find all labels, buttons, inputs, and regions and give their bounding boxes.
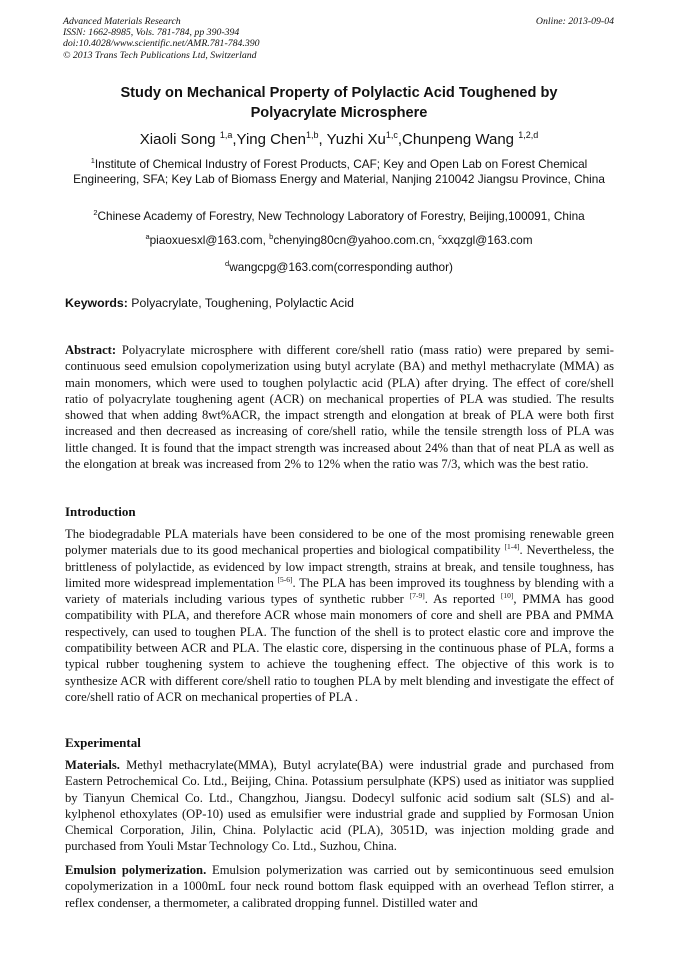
affiliation-2 (62, 205, 616, 224)
title-line-1: Study on Mechanical Property of Polylactic Acid Toughened by (120, 85, 558, 101)
intro-text: . Nevertheless, the brittleness of polylactide, as evidenced by low impact strength, strains at break, and tensile toughness, has limited more widespread implementation (65, 543, 614, 590)
title-line-2: Polyacrylate Microsphere (250, 105, 428, 121)
experimental-heading: Experimental (65, 735, 141, 750)
copyright-line: © 2013 Trans Tech Publications Ltd, Switzerland (63, 49, 257, 61)
affil-text: Chinese Academy of Forestry, New Technology Laboratory of Forestry, Beijing,100091, China (97, 208, 585, 223)
introduction-text (65, 526, 614, 705)
abstract-label: Abstract: (65, 343, 117, 357)
issn-line: ISSN: 1662-8985, Vols. 781-784, pp 390-394 (63, 27, 240, 39)
author-affil-sup: 1,c (385, 130, 398, 140)
intro-text: . As reported (424, 592, 501, 607)
keywords-label: Keywords: (65, 296, 128, 310)
affil-text: Institute of Chemical Industry of Forest Products, CAF; Key and Open Lab on Forest Chemical Engineering, SFA; Key Lab of Biomass Energy and Material, Nanjing 210042 Jiangsu Province, China (73, 156, 605, 186)
keywords-text: Polyacrylate, Toughening, Polylactic Acid (127, 296, 354, 310)
author-name: , Yuzhi Xu (318, 131, 386, 148)
online-date: Online: 2013-09-04 (535, 16, 614, 27)
email-a: piaoxuesxl@163.com, (149, 232, 270, 247)
emulsion-paragraph (65, 862, 614, 911)
intro-text: The biodegradable PLA materials have been considered to be one of the most promising renewable green polymer materials due to its good mechanical properties and biological compatibility (65, 527, 614, 558)
email-b: chenying80cn@yahoo.com.cn, (273, 232, 439, 247)
author-list (40, 125, 638, 150)
emulsion-label: Emulsion polymerization. (65, 863, 207, 877)
affil-sup: 1 (90, 156, 95, 165)
email-d: wangcpg@163.com(corresponding author) (229, 259, 453, 274)
email-sup: c (438, 232, 442, 241)
intro-text: , PMMA has good compatibility with PLA, and therefore ACR whose main monomers of core and shell are PBA and PMMA respectively, can used to toughen PLA. The function of the shell is to protect elastic core and improve the compatibility between ACR and PLA. The elastic core, dispersing in the continuous phase of PLA, forms a typical rubber toughening system to achieve the toughening effect. The objective of this work is to synthesize ACR with different core/shell ratio to toughen PLA by melt blending and investigate the effect of core/shell ratio of ACR on mechanical properties of PLA . (65, 592, 614, 704)
citation-ref: [10] (500, 591, 514, 600)
abstract-text: Polyacrylate microsphere with different core/shell ratio (mass ratio) were prepared by semi-continuous seed emulsion copolymerization using butyl acrylate (BA) and methyl methacrylate (MMA) as main monomers, which were used to toughen polylactic acid (PLA) after drying. The effect of core/shell ratio of polyacrylate toughening agent (ACR) on mechanical properties of PLA was studied. The results showed that when adding 8wt%ACR, the impact strength and elongation at break of PLA were both first increased and then decreased as increasing of core/shell ratio, while the tensile strength loss of PLA was little changed. It is found that the impact strength was increased about 24% than that of neat PLA as well as the elongation at break was increased from 2% to 12% when the ratio was 7/3, which was the best ratio. (65, 343, 614, 472)
email-sup: d (225, 259, 230, 268)
citation-ref: [7-9] (409, 591, 425, 600)
email-sup: a (145, 232, 150, 241)
author-name: Xiaoli Song (139, 131, 220, 148)
author-name: ,Chunpeng Wang (397, 131, 519, 148)
paper-title (60, 83, 618, 123)
author-name: ,Ying Chen (232, 131, 307, 148)
introduction-heading: Introduction (65, 504, 136, 519)
materials-label: Materials. (65, 758, 120, 772)
keywords (65, 296, 354, 310)
author-affil-sup: 1,b (306, 130, 319, 140)
materials-paragraph (65, 757, 614, 855)
email-line (62, 229, 616, 248)
citation-ref: [1-4] (504, 542, 520, 552)
citation-ref: [5-6] (277, 574, 293, 584)
corresponding-email (62, 256, 616, 275)
author-affil-sup: 1,2,d (518, 130, 539, 140)
affiliation-1 (62, 153, 616, 187)
email-sup: b (269, 232, 274, 241)
journal-name: Advanced Materials Research (63, 16, 181, 27)
materials-text: Methyl methacrylate(MMA), Butyl acrylate(BA) were industrial grade and purchased from Eastern Petrochemical Co. Ltd., Beijing, China. Potassium persulphate (KPS) used as initiator was supplied by Tianyun Chemical Co. Ltd., Changzhou, Jiangsu. Dodecyl sulfonic acid sodium salt (SLS) and al- kylphenol ethoxylates (OP-10) used as emulsifier were industrial grade and supplied by Formosan Union Chemical Corporation, Jilin, China. Polylactic acid (PLA), 3051D, was injection molding grade and purchased from Youli Mstar Technology Co. Ltd., Suzhou, China. (65, 758, 614, 854)
intro-text: . The PLA has been improved its toughness by blending with a variety of materials including various types of synthetic rubber (65, 575, 614, 607)
affil-sup: 2 (93, 208, 98, 217)
page-header (63, 16, 614, 61)
email-c: xxqzgl@163.com (441, 232, 533, 247)
abstract (65, 342, 614, 472)
emulsion-text: Emulsion polymerization was carried out by semicontinuous seed emulsion copolymerization in a 1000mL four neck round bottom flask equipped with an overhead Teflon stirrer, a reflex condenser, a thermometer, a calibrated dropping funnel. Distilled water and (65, 863, 614, 910)
author-affil-sup: 1,a (219, 130, 233, 140)
doi-line: doi:10.4028/www.scientific.net/AMR.781-784.390 (63, 38, 260, 50)
